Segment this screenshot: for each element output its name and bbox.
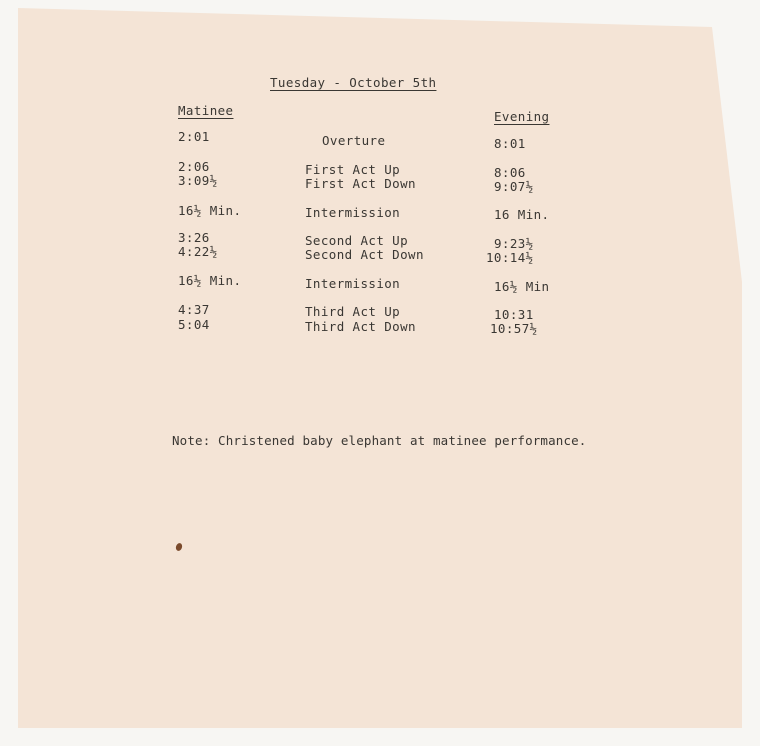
matinee-time: 16½ Min.: [178, 203, 242, 218]
evening-time: 8:01: [494, 136, 526, 151]
evening-time: 16½ Min: [494, 279, 550, 294]
event-label: Second Act Up: [305, 233, 409, 248]
matinee-time: 3:26: [178, 230, 210, 245]
document-title: Tuesday - October 5th: [270, 75, 437, 90]
matinee-time: 4:37: [178, 302, 210, 317]
matinee-time: 3:09½: [178, 173, 218, 188]
evening-time: 10:57½: [490, 321, 538, 336]
evening-time: 9:23½: [494, 236, 534, 251]
evening-time: 8:06: [494, 165, 526, 180]
evening-time: 9:07½: [494, 179, 534, 194]
evening-time: 16 Min.: [494, 207, 550, 222]
footnote: Note: Christened baby elephant at matinee performance.: [172, 433, 587, 448]
event-label: Third Act Up: [305, 304, 401, 319]
evening-time: 10:14½: [486, 250, 534, 265]
event-label: Intermission: [305, 205, 401, 220]
event-label: Second Act Down: [305, 247, 424, 262]
evening-header: Evening: [494, 109, 550, 124]
matinee-time: 16½ Min.: [178, 273, 242, 288]
event-label: First Act Down: [305, 176, 416, 191]
matinee-time: 2:06: [178, 159, 210, 174]
matinee-header: Matinee: [178, 103, 234, 118]
event-label: First Act Up: [305, 162, 401, 177]
matinee-time: 4:22½: [178, 244, 218, 259]
matinee-time: 5:04: [178, 317, 210, 332]
event-label: Third Act Down: [305, 319, 416, 334]
evening-time: 10:31: [494, 307, 534, 322]
event-label: Intermission: [305, 276, 401, 291]
event-label: Overture: [322, 133, 386, 148]
matinee-time: 2:01: [178, 129, 210, 144]
